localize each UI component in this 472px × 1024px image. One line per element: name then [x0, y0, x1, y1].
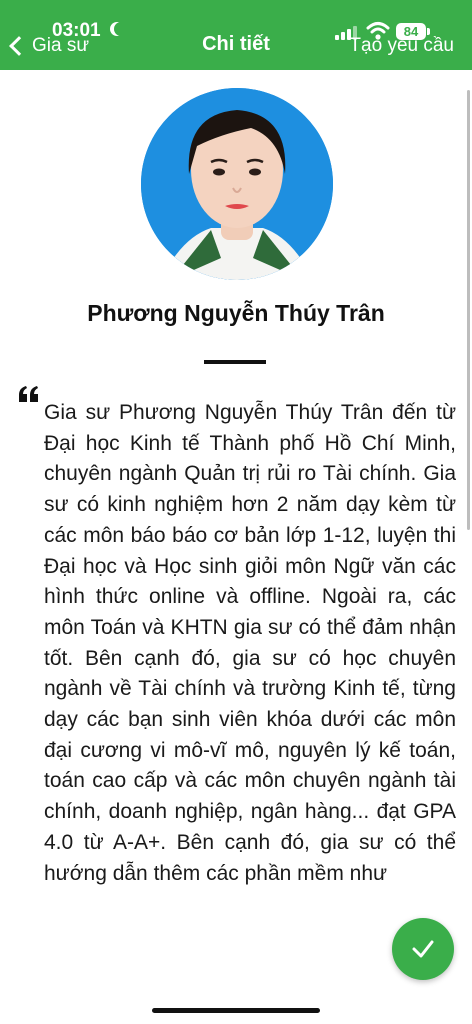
quote-icon [18, 385, 40, 403]
create-request-button[interactable]: Tạo yêu cầu [349, 35, 454, 56]
confirm-button[interactable] [392, 918, 454, 980]
status-time: 03:01 [52, 20, 101, 41]
back-label: Gia sư [32, 35, 90, 56]
divider [204, 360, 266, 364]
tutor-name: Phương Nguyễn Thúy Trân [87, 300, 385, 326]
page-title: Chi tiết [202, 33, 270, 55]
home-indicator[interactable] [152, 1008, 320, 1013]
scrollbar[interactable] [467, 90, 470, 530]
battery-icon: 84 [396, 23, 426, 40]
top-bar [0, 0, 472, 70]
tutor-bio: Gia sư Phương Nguyễn Thúy Trân đến từ Đại học Kinh tế Thành phố Hồ Chí Minh, chuyên ngành Quản trị rủi ro Tài chính. Gia sư có kinh nghiệm hơn 2 năm dạy kèm từ các môn báo báo cơ bản lớp 1-12, luyện thi Đại học và Học sinh giỏi môn Ngữ văn các hình thức online và offline. Ngoài ra, các môn Toán và KHTN gia sư có thể đảm nhận tốt. Bên cạnh đó, gia sư có học chuyên ngành về Tài chính và trường Kinh tế, từng dạy các bạn sinh viên khóa dưới các môn đại cương vi mô-vĩ mô, nguyên lý kế toán, toán cao cấp và các môn chuyên ngành tài chính, doanh nghiệp, ngân hàng... đạt GPA 4.0 từ A-A+. Bên cạnh đó, gia sư có thể hướng dẫn thêm các phần mềm như [44, 401, 456, 885]
check-icon [410, 936, 436, 962]
avatar [141, 88, 333, 280]
